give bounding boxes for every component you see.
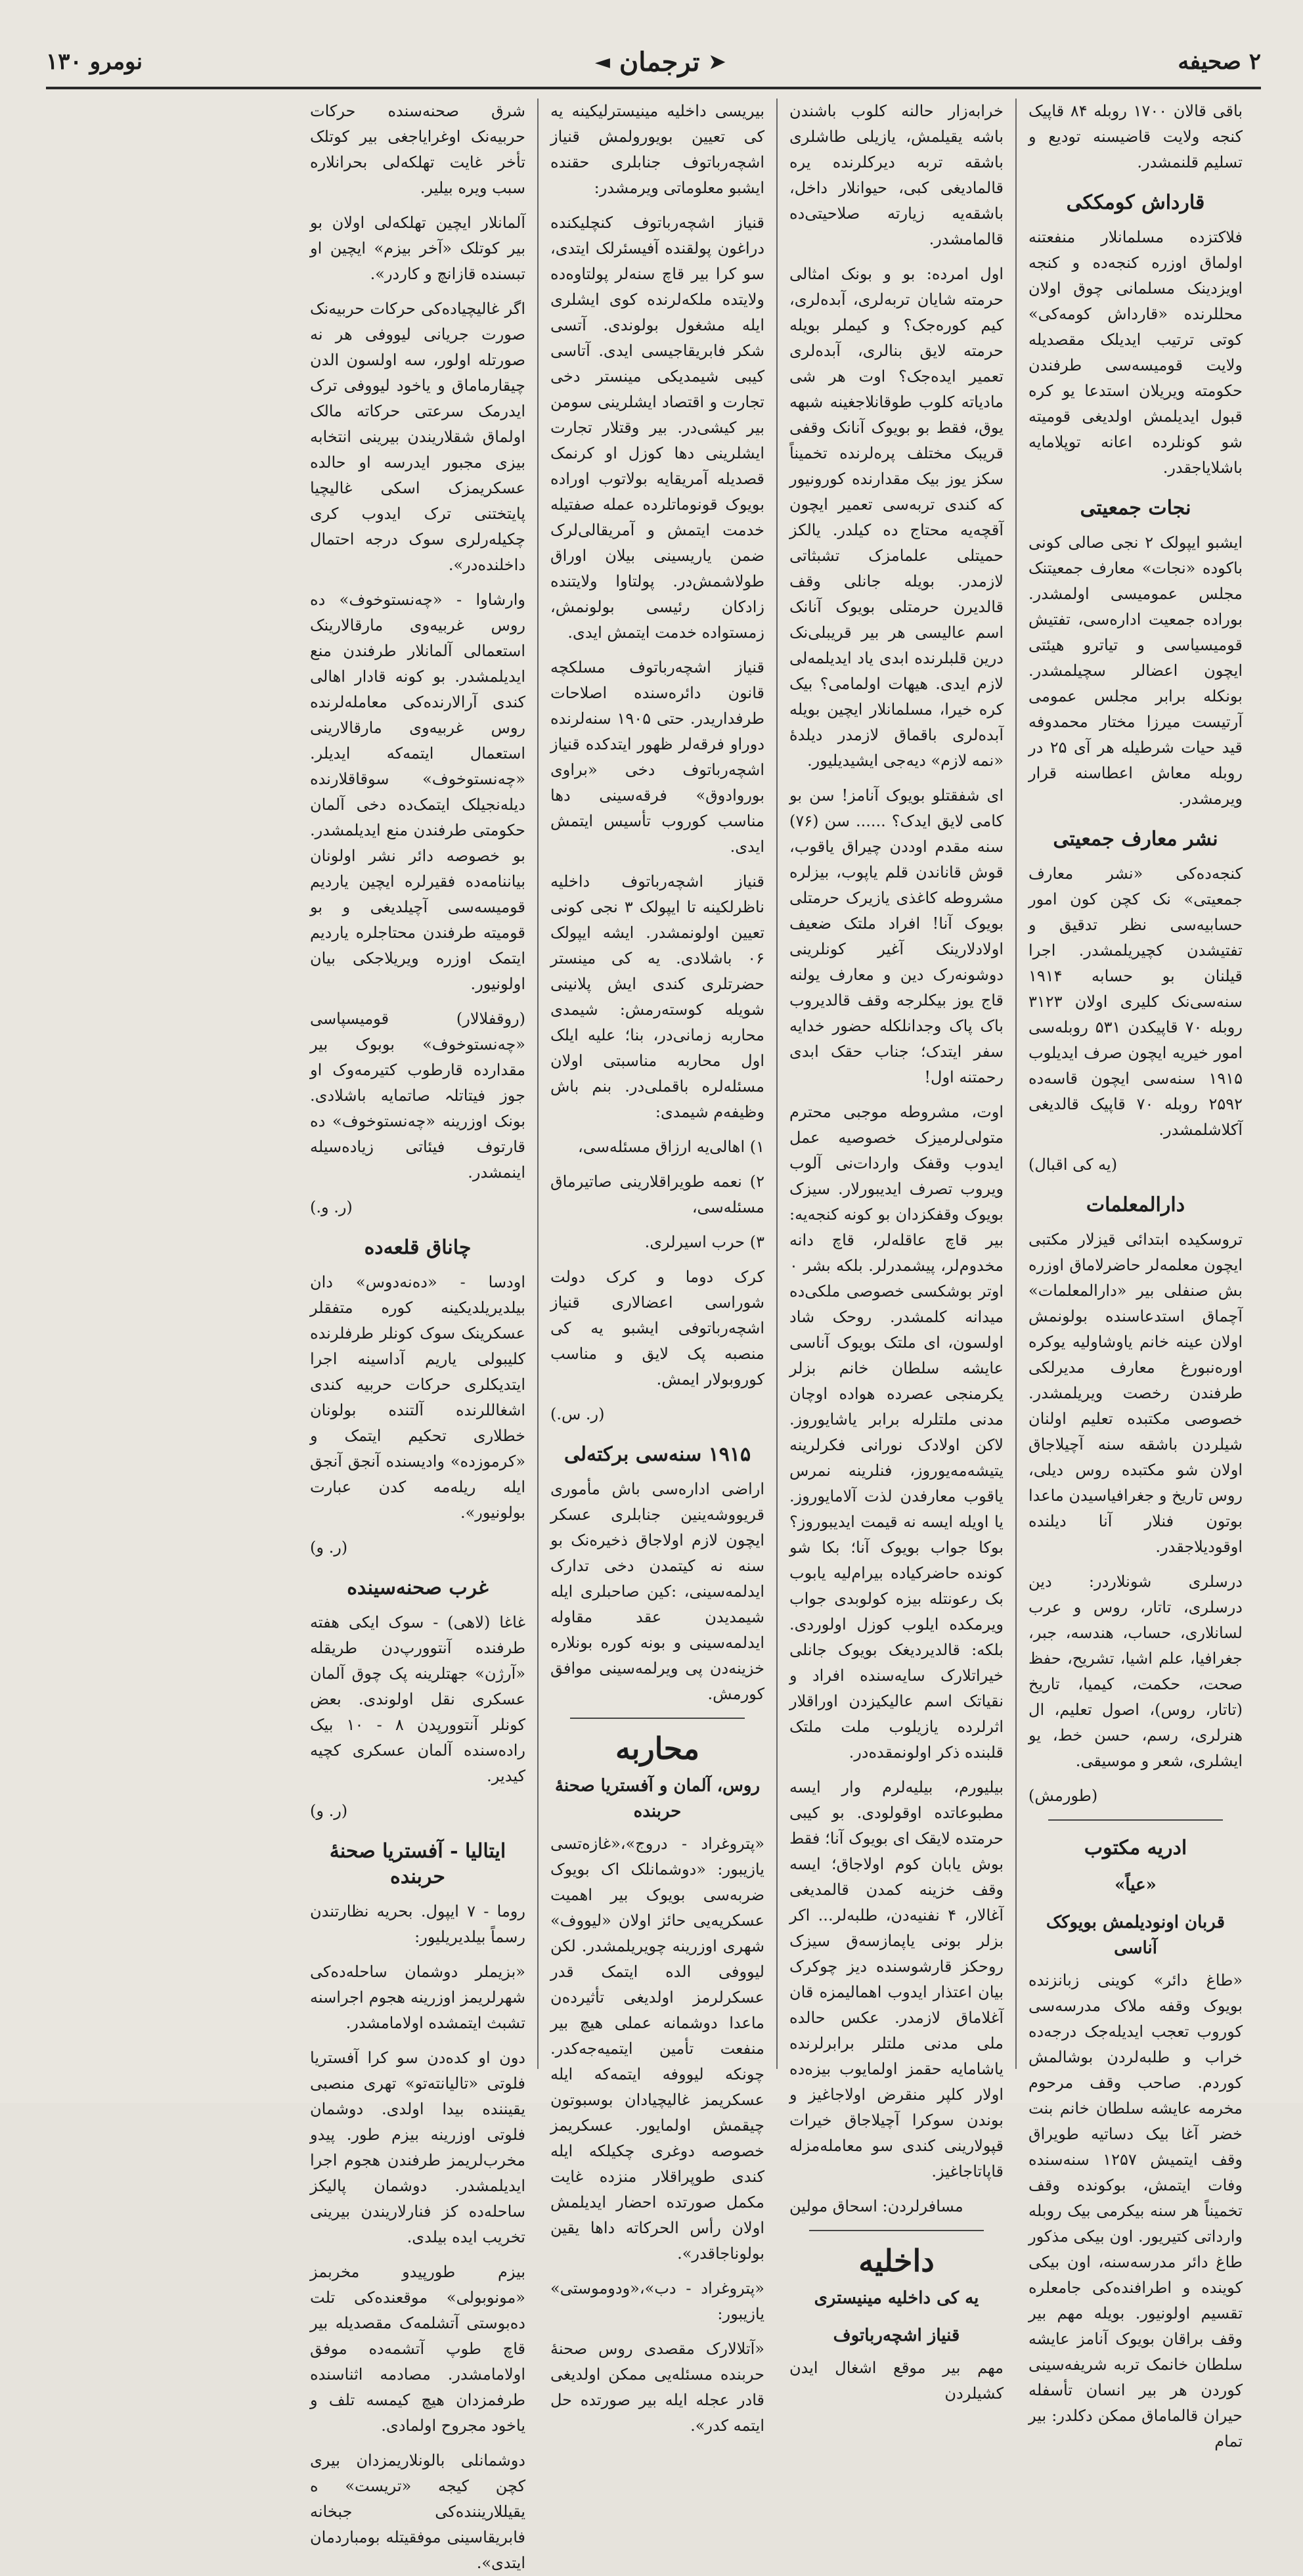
subheading: قنیاز اشچه‌رباتوف: [833, 2326, 960, 2345]
article-paragraph: دوشمانلی بالونلاریمزدان بیری کچن کیجه «تریست» ه یقیللاریننده‌کی جبخانه فابریقاسینی موفقیتله بومباردمان ایتدی».: [310, 2451, 525, 2572]
ornament-left-icon: ➤: [709, 50, 726, 74]
article-paragraph: «طاغ دائر» کوینی زبانزنده بویوک وقفه ملاک مدرسه‌سی کوروب تعجب ایدیله‌جک درجه‌ده خراب و طلبه‌لردن بوشالمش کوردم. صاحب وقف مرحوم مخرمه عایشه سلطان خانم بنت خضر آغا بیک دساتیه طویراق وقف ایتمیش ۱۲۵۷ سنه‌سنده وفات ایتمش، بوکونده وقف تخمیناً هر سنه بیکرمی بیک روبله وارداتی کتیریور. اون بیکی مذکور طاغ دائر مدرسه‌سنه، اون بیکی کوینده و اطرافنده‌کی جامعلره تقسیم اولونیور. بویله مهم بیر وقف براقان بویوک آنامز عایشه سلطان خانمک تربه شریفه‌سینی کوردن هر بیر انسان تأسفله حیران قالماماق ممکن دکلدر: بیر تمام: [1028, 1971, 1243, 2451]
article-paragraph: روما - ۷ ایپول. بحریه نظارتندن رسماً بیلدیریلیور:: [310, 1902, 525, 1946]
article-paragraph: اراضی اداره‌سی باش مأموری قریووشه‌ینین جنابلری عسکر ایچون لازم اولاجاق ذخیره‌نک بو سنه نه کیتمدن دخی تدارک ایدلمه‌سینی، :کین صاحبلری ایله شیمدیدن عقد مقاوله ایدلمه‌سینی و بونه کوره بونلاره خزینه‌دن پی ویرلمه‌سینی موافق کورمش.: [550, 1480, 764, 1703]
article-paragraph: آلمانلار ایچین تهلکه‌لی اولان بو بیر کوتلک «آخر بیزم» ایچین او تبسنده قازانچ و کاردر».: [310, 213, 525, 283]
article-paragraph: ۳) حرب اسیرلری.: [644, 1233, 764, 1251]
source-signature: (یه کی اقبال): [1028, 1155, 1118, 1174]
subheading: یه کی داخلیه مینیستری: [814, 2288, 979, 2308]
section-heading: نجات جمعیتی: [1080, 497, 1191, 520]
article-paragraph: خرابه‌زار حالنه کلوب باشندن باشه یقیلمش، یازیلی طاشلری باشقه تربه دیرکلرنده یره قالمادیغی کبی، حیوانلار داخل، باشقه‌یه زیارته صلاحیتی‌ده قالمامشدر.: [789, 102, 1004, 248]
page-label: ۲ صحیفه: [1178, 49, 1261, 75]
source-signature: مسافرلردن: اسحاق مولین: [789, 2197, 963, 2215]
article-paragraph: قنیاز اشچه‌رباتوف داخلیه ناظرلکینه تا ایپولک ۳ نجی کونی تعیین اولونمشدر. ایشه ایپولک ۰۶ باشلادی. یه کی مینستر حضرتلری کندی ایش پلانینی شویله کوسته‌رمش: شیمدی محاربه زمانی‌در، بنا؛ علیه ایلک اول محاربه مناسبتی اولان مسئله‌لره باقملی‌در. بنم باش وظیفه‌م شیمدی:: [550, 872, 764, 1121]
section-title: محاربه: [615, 1731, 700, 1766]
article-paragraph: بیریسی داخلیه مینیسترلیکینه یه کی تعیین بویورولمش قنیاز اشچه‌رباتوف جنابلری حقنده ایشبو معلوماتی ویرمشدر:: [550, 102, 764, 197]
column-divider: [570, 1718, 745, 1719]
article-paragraph: بیزم طورپیدو مخربمز «مونوبولی» موقعنده‌کی تلت ده‌بوستی آتشلمه‌ک مقصدیله بیر قاچ طوپ آتشمه‌ده موفق اولامامشدر. مصادمه اثناسنده طرفمزدان هیچ کیمسه تلف و یاخود مجروح اولمادی.: [310, 2263, 525, 2435]
article-paragraph: اول امرده: بو و بونک امثالی حرمته شایان تربه‌لری، آبده‌لری، کیم کوره‌جک؟ و کیملر بویله حرمته لایق بنالری، آبده‌لری تعمیر ایده‌جک؟ اوت هر شی مادیاته کلوب طوقانلاجغینه شبهه یوق، فقط بو بویوک آنانک وقفی قریبک مختلف پره‌لرنده تخمیناً سکز یوز بیک مقدارنده کورونیور که کندی تربه‌سی تعمیر ایچون آقچه‌یه محتاج ده کیلدر. یالکز حمیتلی علمامزک تشبثاتی لازمدر. بویله جانلی وقف قالدیرن حرمتلی بویوک آنانک اسم عالیسی هر بیر قریبلی‌نک درین قلبلرنده ابدی یاد ایدیلمه‌لی لازم ایدی. هیهات اولمامی؟ بیک کره خیرا، مسلمانلار ایچین بویله آبده‌لری باقماق لازمدر دیلدهٔ «نمه لازم» دیه‌جی ایشیدیلیور.: [789, 265, 1004, 770]
article-paragraph: اگر غالیچیاده‌کی حرکات حربیه‌نک صورت جریانی لیووفی هر نه صورتله اولور، سه اولسون الدن چیقارماماق و یاخود لیووفی ترک ایدرمک سرعتی حرکاته مالک اولماق شقلاریندن بیرینی انتخابه بیزی مجبور ایدرسه او حالده عسکریمزک اسکی غالیچیا پایتختنی ترک ایدوب کری چکیله‌رلری سوک درجه احتمال داخلنده‌در».: [310, 300, 525, 574]
section-heading: قارداش کومککی: [1066, 191, 1205, 214]
section-heading: غرب صحنه‌سینده: [347, 1576, 489, 1599]
article-paragraph: فلاکتزده مسلمانلار منفعتنه اولماق اوزره کنجه‌ده و کنجه اویزدینک مسلمانی چوق اولان محللرنده «قارداش کومه‌کی» کوتی ترتیب ایدیلک مقصدیله ولایت قومیسه‌سی طرفندن حکومته ویریلان استدعا یو کره قبول ایدیلمش اولدیغی قومیته شو کونلرده اعانه توپلامایه باشلایاجقدر.: [1028, 228, 1243, 477]
article-paragraph: «آتلالارک مقصدی روس صحنهٔ حربنده مسئله‌یی ممکن اولدیغی قادر عجله ایله بیر صورتده حل ایتمه کدر».: [550, 2340, 764, 2435]
source-signature: (طورمش): [1028, 1787, 1098, 1805]
column-divider: [809, 2230, 984, 2231]
article-paragraph: باقی قالان ۱۷۰۰ روبله ۸۴ قاپیک کنجه ولایت قاضیسنه تودیع و تسلیم قلنمشدر.: [1028, 102, 1243, 171]
article-paragraph: (روقفلالار) قومیسپاسی «چه‌نستوخوف» بوبوک بیر مقدارده قارطوب کتیرمه‌وک او جوز فیتاتلہ صاتمایه باشلادی. بونک اوزرینه «چه‌نستوخوف» ده قارتوف فیئاتی زیاده‌سیله اینمشدر.: [310, 1010, 525, 1182]
column-4: [298, 99, 537, 2572]
subheading: «عیاً»: [1115, 1875, 1157, 1895]
article-paragraph: قنیاز اشچه‌رباتوف مسلکچه قانون دائره‌سنده اصلاحات طرفداریدر. حتی ۱۹۰۵ سنه‌لرنده دوراو فرقه‌لر ظهور ایتدکده قنیاز اشچه‌رباتوف دخی «براوی بوروادوق» فرقه‌سینی دها مناسب کوروب تأسیس ایتمش ایدی.: [550, 658, 764, 856]
article-paragraph: ۱) اهالی‌یه ارزاق مسئله‌سی،: [578, 1138, 764, 1156]
section-title: داخلیه: [858, 2243, 935, 2278]
article-paragraph: «پتروغراد - دروج»،«غازه‌تسی یازیبور: «دوشمانلک اک بویوک ضربه‌سی بویوک بیر اهمیت عسکریه‌یی حائز اولان «لیووف» شهری اوزرینه چویریلمشدر. لکن لیووفی الده ایتمک قدر عسکرلرمز اولدیغی تأثیرده‌ن ماعدا دوشمانه عملی هیچ بیر منفعت تأمین ایتمیه‌جه‌کدر. چونکه لیووفه ایتمه‌که ایله عسکریمز غالیچیادان بوسبوتون چیقمش اولمایور. عسکریمز خصوصه دوغری چکیلکه ایله کندی طوپراقلار منزده غایت مکمل صورتده احضار ایدیلمش اولان رأس الحرکاته داها یقین بولوناجاقدر».: [550, 1834, 764, 2263]
article-paragraph: ایشبو ایپولک ۲ نجی صالی کونی باکوده «نجات» معارف جمعیتنک مجلس عمومیسی اولمشدر. بوراده جمعیت اداره‌سی، تفتیش قومیسیاسی و تیاترو هیئتی ایچون اعضالر سچیلمشدر. بونکله برابر مجلس عمومی آرتیست میرزا مختار محمدوفه قید حیات شرطیله هر آی ۲۵ در روبله معاش اعطاسنه قرار ویرمشدر.: [1028, 533, 1243, 808]
article-paragraph: مهم بیر موقع اشغال ایدن کشیلردن: [789, 2359, 1004, 2403]
ornament-right-icon: ◄: [594, 50, 610, 74]
masthead-title: ترجمان: [619, 46, 700, 78]
article-paragraph: اودسا - «ده‌نه‌دوس» دان بیلدیریلدیکینه کوره متفقلر عسکرینک سوک کونلر طرفلرنده کلیبولی یاریم آداسینه اجرا ایتدیکلری حرکات حربیه کندی اشغاللرنده آلتنده بولونان خطلاری تحکیم ایتمک و «کرموزده» وادیسنده آنجق آنجق ایله ریله‌مه کدن عبارت بولونیور».: [310, 1273, 525, 1522]
columns: [59, 99, 1254, 2572]
article-paragraph: کنجه‌ده‌کی «نشر معارف جمعیتی» نک کچن کون امور حسابیه‌سی نظر تدقیق و تفتیشدن کچیریلمشدر. اجرا قیلنان بو حسابه ۱۹۱۴ سنه‌سی‌نک کلیری اولان ۳۱۲۳ روبله ۷۰ قاپیکدن ۵۳۱ روبله‌سی امور خیریه ایچون صرف ایدیلوب ۱۹۱۵ سنه‌سی ایچون قاسه‌ده ۲۵۹۲ روبله ۷۰ قاپیک قالدیغی آکلاشلمشدر.: [1028, 864, 1243, 1139]
source-signature: (ر. و.): [310, 1198, 353, 1216]
article-paragraph: اوت، مشروطه موجبی محترم متولی‌لرمیزک خصوصیه عمل ایدوب وقفک واردات‌نی آلوب ویروب تصرف ایدیبورلار. سیزک بویوک وقفکزدان بو کونه کنجه‌یه: بیر قاچ عاقله‌لر، قاچ دانه مخدوم‌لر، پیشمدرلر. بلکه بشر ۰ اوتر بوشکسی خصوصی ملکی‌ده میدانه کلمشدر. روحک شاد اولسون، ای ملتک بویوک آناسی عایشه سلطان خانم بزلر یکرمنجی عصرده هواده اوچان مدنی ملتلرله برابر یاشایوروز. لاکن اولادک نورانی فکرلرینه یتیشه‌مه‌یوروز، فنلرینه نمرس یاقوب معارفدن لذت آلامایوروز. یا اویله ایسه نه قیمت ایدیبوروز؟ بوکا جواب بویوک آنا؛ بکا شو کونده حاضرکیاده بیرام‌لیه یابوب بک رعونتله بیزه کولوبدی جواب ویرمکده ایلوب کوزل اولوردی. بلکه: قالدیردیغک بویوک جانلی خیراتلارک سایه‌سنده افراد و نقیاتک اسم عالیکیزدن اوراقلار اثرلرده یازیلوب ملت ملتک قلبنده ذکر اولونمقده‌در.: [789, 1103, 1004, 1762]
article-paragraph: وارشاوا - «چه‌نستوخوف» ده روس غربیه‌وی مارقالارینک استعمالی آلمانلار طرفندن منع ایدیلمشدر. بو کونه قادار اهالی کندی آرالارنده‌کی معامله‌لرنده روس غربیه‌وی مارقالارینی استعمال ایتمه‌که ایدیلر. «چه‌نستوخوف» سوقاقلارنده دیله‌نجیلک ایتمک‌ده دخی آلمان حکومتی طرفندن منع ایدیلمشدر. بو خصوصه دائر نشر اولونان بیاننامه‌ده فقیرلره ایچین یاردیم قومیسه‌سی آچیلدیغی و بو قومیته طرفندن محتاجلره یاردیم ایتمک اوزره ویریلاجکی بیان اولونیور.: [310, 590, 525, 993]
source-signature: (ر. س.): [550, 1405, 605, 1423]
article-paragraph: کرک دوما و کرک دولت شوراسی اعضالاری قنیاز اشچه‌رباتوفی ایشبو یه کی منصبه پک لایق و مناسب کوروبولار ایمش.: [550, 1268, 764, 1388]
article-paragraph: شرق صحنه‌سنده حرکات حربیه‌نک اوغرایاجغی بیر کوتلک تأخر غایت تهلکه‌لی بحرانلاره سبب ویره بیلیر.: [310, 102, 525, 197]
article-paragraph: غاغا (لاهی) - سوک ایکی هفته طرفنده آنتوورپ‌دن طریقله «آرژن» جهتلرینه پک چوق آلمان عسکری نقل اولوندی. بعض کونلر آنتوورپدن ۸ - ۱۰ بیک راده‌سنده آلمان عسکری کچیه کیدیر.: [310, 1613, 525, 1785]
page-header: [46, 41, 1261, 83]
header-rule: [46, 87, 1261, 89]
section-heading: ۱۹۱۵ سنه‌سی برکته‌لی: [563, 1443, 751, 1466]
subheading: قربان اونودیلمش بویوکک آناسی: [1046, 1913, 1226, 1958]
source-signature: (ر. و): [310, 1538, 348, 1557]
article-paragraph: بیلیورم، بیلیه‌لرم وار ایسه مطبوعاتده اوقولودی. بو کیبی حرمتده لایقک ای بویوک آنا؛ فقط بوش یابان کوم اولاجاق؛ ایسه وقف خزینه کمدن قالمدیغی آغالار، ۴ نفنیه‌دن، طلبه‌لر... اکر بزلر بونی یاپمازسه‌ق سیزک روحکز قارشوسنده دیز چوکرک بیان اعتذار ایدوب اهمالیمزه قان آغلاماق لازمدر. عکس حالده ملی مدنی ملتلر برابرلرنده یاشامایه حقمز اولمایوب بیزه‌ده اولار کلپر منقرض اولاجاغیز و بوندن سوکرا آچیلاجاق خیرات قپولارینی کندی سو معامله‌مزله قاپاتاجاغیز.: [789, 1778, 1004, 2181]
column-2: [776, 99, 1015, 2403]
column-1: [1015, 99, 1254, 2451]
issue-label: نومرو ۱۳۰: [46, 49, 143, 75]
subheading: روس، آلمان و آفستریا صحنهٔ حربنده: [554, 1776, 761, 1821]
source-signature: (ر. و): [310, 1802, 348, 1820]
article-paragraph: قنیاز اشچه‌رباتوف کنچلیکنده دراغون پولقنده آفیسئرلک ایتدی، سو کرا بیر قاچ سنه‌لر پولتاوه‌ده ولایتده ملکه‌لرنده کوی ایشلری ایله مشغول بولوندی. آتسی شکر فابریقاجیسی ایدی. آتاسی کیبی شیمدیکی مینستر دخی تجارت و اقتصاد ایشلرینی سومن بیر کیشی‌در. بیر وقتلار تجارت ایشلرینی دها کوزل او کرنمک قصدیله آمریقایه بولاتوب اوراده بویوک قونوماتلرده عمله صفتیله خدمت ایتمش و آمریقالی‌لرک ضمن یاریسینی بیلان اوراق طولاشمش‌در. پولتاوا ولایتنده زادکان رئیسی بولونمش، زمستواده خدمت ایتمش ایدی.: [550, 213, 764, 642]
section-heading: ادریه مکتوب: [1084, 1836, 1187, 1859]
section-heading: ایتالیا - آفستریا صحنهٔ حربنده: [329, 1840, 506, 1888]
article-paragraph: دون او کده‌دن سو کرا آفستریا فلوتی «تالیانته‌تو» تهری منصبی یقیننده بیدا اولدی. دوشمان فلوتی اوزرینه بیزم طور. پیدو مخرب‌لریمز طرفندن هجوم اجرا ایدیلمشدر. دوشمان پالیکز ساحله‌ده کز فنارلاریندن بیرینی تخریب ایده بیلدی.: [310, 2049, 525, 2246]
section-heading: چاناق قلعه‌ده: [364, 1236, 472, 1259]
article-paragraph: «بزیملر دوشمان ساحله‌ده‌کی شهرلریمز اوزرینه هجوم اجراسنه تشبث ایتمشده اولامامشدر.: [310, 1963, 525, 2032]
article-paragraph: «پتروغراد - دب»،«ودوموستی» یازیبور:: [550, 2279, 764, 2323]
article-paragraph: تروسکیده ابتدائی قیزلار مکتبی ایچون معلمه‌لر حاضرلاماق اوزره بش صنفلی بیر «دارالمعلمات» آچماق استدعاسنده بولونمش اولان عینه خانم یاوشاولیه یوکره اوره‌نبورغ معارف مدیرلکی طرفندن رخصت ویریلمشدر. خصوصی مکتبده تعلیم اولنان شیلردن باشقه سنه آچیلاجاق اولان شو مکتبده روس دیلی، روس تاریخ و جغرافیاسیدن ماعدا بوتون فنلار آنا دیلنده اوقودیلاجقدر.: [1028, 1230, 1243, 1556]
column-3: [537, 99, 776, 2435]
article-paragraph: ای شفقتلو بویوک آنامز! سن بو کامی لایق ایدک؟ ...... سن (۷۶) سنه مقدم اوددن چیراق یاقوب، قوش قاناندن قلم یاپوب، بیزلره مشروطه کاغذی یازیرک حرمتلی بویوک آنا! افراد ملتک ضعیف اولادلارینک آغیر کونلرینی دوشونه‌رک دین و معارف یولنه قاج یوز بیکلرجه وقف قالدیروب باک پاک وجدانلکله حضور خدایه سفر ایتدک؛ جناب حقک ابدی رحمتنه اول!: [789, 786, 1004, 1086]
masthead: [595, 47, 726, 78]
section-heading: نشر معارف جمعیتی: [1053, 828, 1218, 851]
article-paragraph: درسلری شونلاردر: دین درسلری، تاتار، روس و عرب لسانلاری، حساب، هندسه، جبر، جغرافیا، علم اشیا، تشریح، حفظ صحت، حکمت، کیمیا، تاریخ (تاتار، روس)، اصول تعلیم، ال هنرلری، رسم، حسن خط، یو ایشلری، شعر و موسیقی.: [1028, 1572, 1243, 1770]
column-divider: [1048, 1819, 1223, 1821]
section-heading: دارالمعلمات: [1086, 1193, 1185, 1216]
article-paragraph: ۲) نعمه طویراقلارینی صاتیرماق مسئله‌سی،: [550, 1172, 764, 1216]
